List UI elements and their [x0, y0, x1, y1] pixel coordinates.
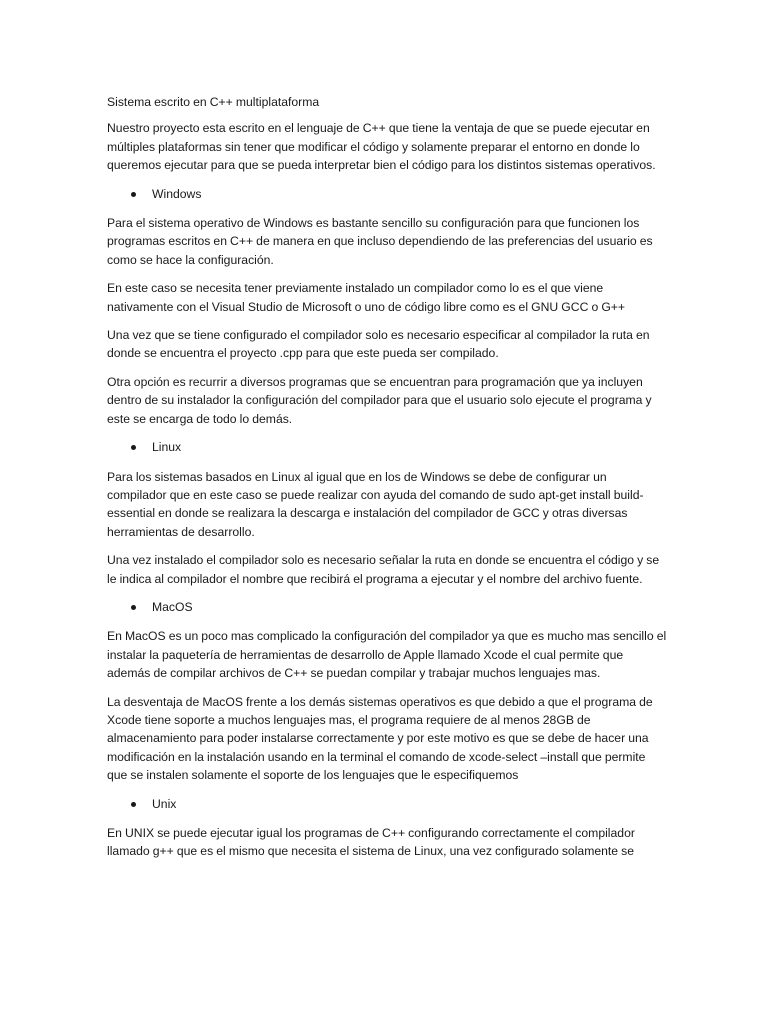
- unix-paragraph-1: En UNIX se puede ejecutar igual los programas de C++ configurando correctamente el compilador llamado g++ que es el mismo que necesita el sistema de Linux, una vez configurado solamente se: [107, 826, 635, 859]
- document-page: [107, 93, 667, 871]
- bullet-macos: [107, 598, 667, 616]
- linux-paragraph-2: Una vez instalado el compilador solo es necesario señalar la ruta en donde se encuentra el código y se le indica al compilador el nombre que recibirá el programa a ejecutar y el nombre del archivo fuente.: [107, 553, 660, 586]
- bullet-label: Unix: [152, 796, 177, 811]
- bullet-dot-icon: [131, 605, 136, 610]
- windows-paragraph-2: En este caso se necesita tener previamente instalado un compilador como lo es el que viene nativamente con el Visual Studio de Microsoft o uno de código libre como es el GNU GCC o G++: [107, 281, 626, 314]
- document-title: Sistema escrito en C++ multiplataforma: [107, 95, 320, 109]
- windows-paragraph-3: Una vez que se tiene configurado el compilador solo es necesario especificar al compilador la ruta en donde se encuentra el proyecto .cpp para que este pueda ser compilado.: [107, 328, 650, 361]
- bullet-label: Windows: [152, 186, 202, 201]
- intro-paragraph: Nuestro proyecto esta escrito en el lenguaje de C++ que tiene la ventaja de que se puede ejecutar en múltiples plataformas sin tener que modificar el código y solamente preparar el entorno en donde lo queremos ejecutar para que se pueda interpretar bien el código para los distintos sistemas operativos.: [107, 121, 656, 173]
- linux-paragraph-1: Para los sistemas basados en Linux al igual que en los de Windows se debe de configurar un compilador que en este caso se puede realizar con ayuda del comando de sudo apt-get install build-essential en donde se realizara la descarga e instalación del compilador de GCC y otras diversas herramientas de desarrollo.: [107, 469, 644, 539]
- windows-paragraph-4: Otra opción es recurrir a diversos programas que se encuentran para programación que ya incluyen dentro de su instalador la configuración del compilador para que el usuario solo ejecute el programa y este se encarga de todo lo demás.: [107, 374, 652, 426]
- windows-paragraph-1: Para el sistema operativo de Windows es bastante sencillo su configuración para que funcionen los programas escritos en C++ de manera en que incluso dependiendo de las preferencias del usuario es como se hace la configuración.: [107, 216, 653, 267]
- bullet-windows: [107, 185, 667, 203]
- bullet-unix: [107, 795, 667, 813]
- bullet-label: Linux: [152, 440, 182, 455]
- macos-paragraph-2: La desventaja de MacOS frente a los demás sistemas operativos es que debido a que el programa de Xcode tiene soporte a muchos lenguajes mas, el programa requiere de al menos 28GB de almacenamiento para poder instalarse correctamente y por este motivo es que se debe de hacer una modificación en la instalación usando en la terminal el comando de xcode-select –install que permite que se instalen solamente el soporte de los lenguajes que le especifiquemos: [107, 694, 653, 783]
- bullet-linux: [107, 438, 667, 456]
- bullet-label: MacOS: [152, 599, 193, 614]
- macos-paragraph-1: En MacOS es un poco mas complicado la configuración del compilador ya que es mucho mas sencillo el instalar la paquetería de herramientas de desarrollo de Apple llamado Xcode el cual permite que además de compilar archivos de C++ se puedan compilar y trabajar muchos lenguajes mas.: [107, 629, 667, 681]
- bullet-dot-icon: [131, 192, 136, 197]
- bullet-dot-icon: [131, 445, 136, 450]
- bullet-dot-icon: [131, 802, 136, 807]
